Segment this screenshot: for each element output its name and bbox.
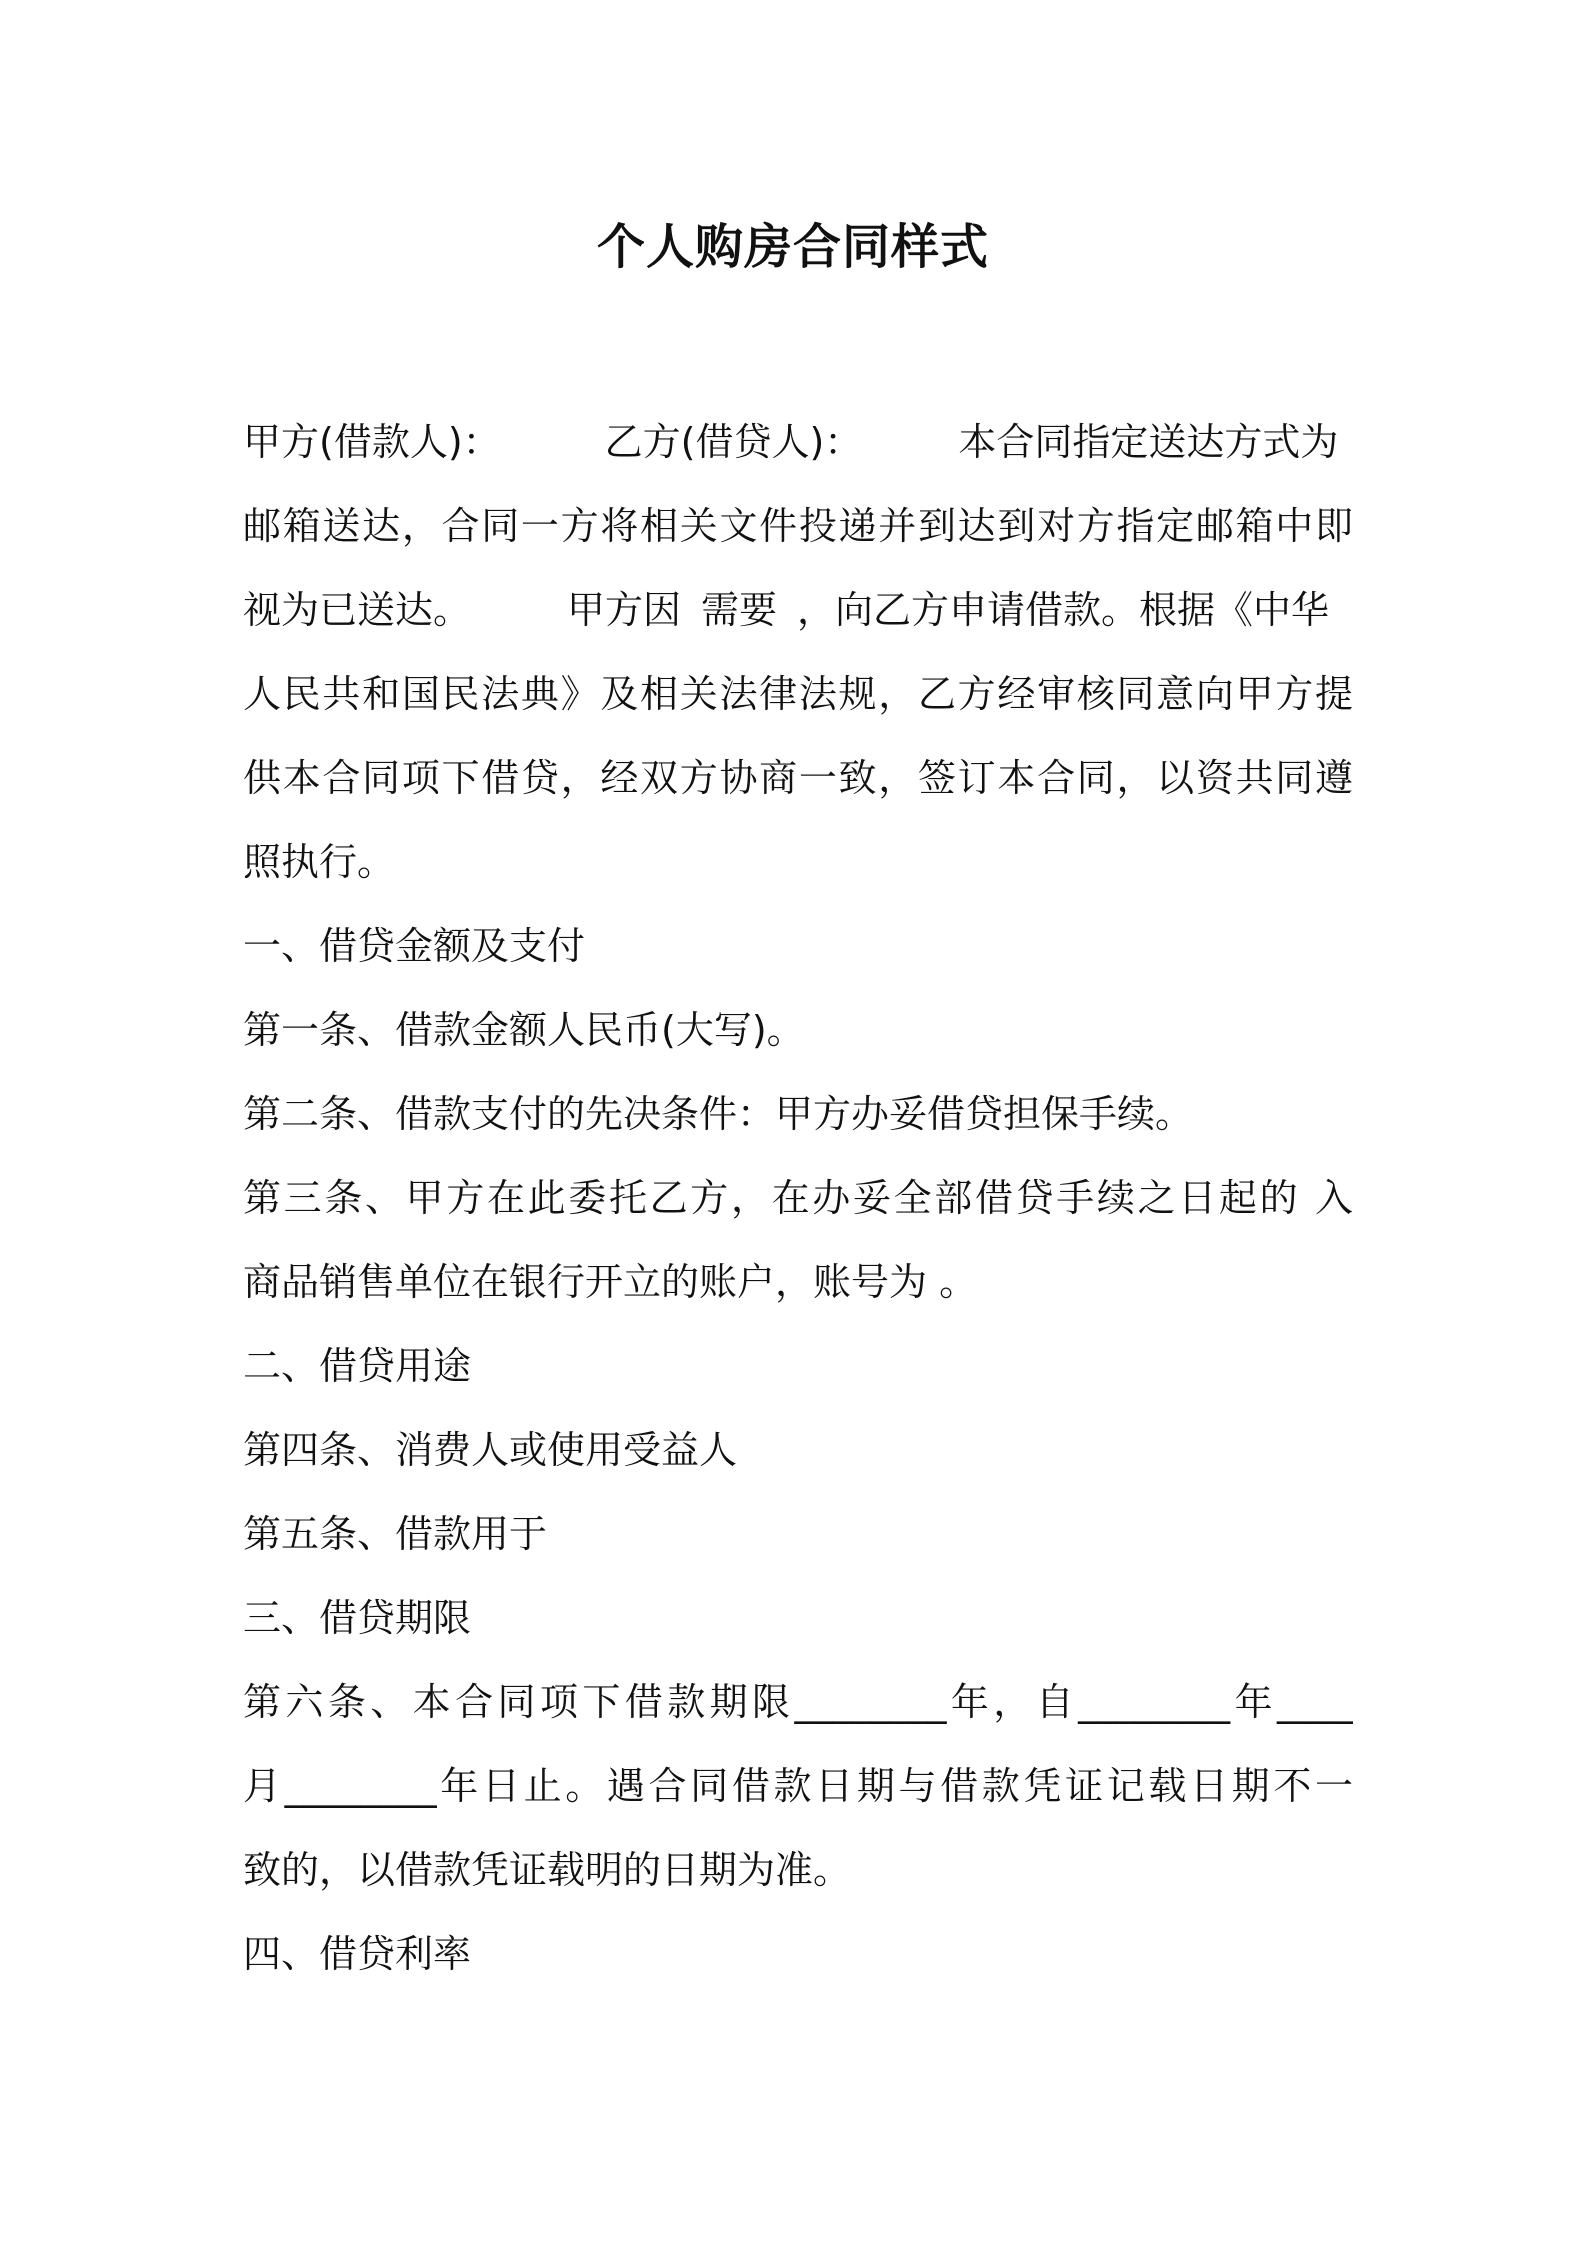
intro-line-3-c: 需要 — [701, 588, 778, 632]
article-6-line-3: 致的，以借款凭证载明的日期为准。 — [243, 1848, 852, 1892]
section-heading-3: 三、借贷期限 — [243, 1596, 472, 1640]
intro-line-5: 供本合同项下借贷，经双方协商一致，签订本合同，以资共同遵 — [243, 756, 1353, 800]
article-3-line-2: 商品销售单位在银行开立的账户，账号为 。 — [243, 1260, 978, 1304]
article-3-line-1: 第三条、甲方在此委托乙方，在办妥全部借贷手续之日起的 入 — [243, 1176, 1353, 1220]
intro-line-3 — [243, 568, 1353, 652]
article-6-line-2: 月________年日止。遇合同借款日期与借款凭证记载日期不一 — [243, 1764, 1353, 1808]
intro-line-6: 照执行。 — [243, 840, 396, 884]
section-heading-1: 一、借贷金额及支付 — [243, 924, 586, 968]
article-1: 第一条、借款金额人民币(大写)。 — [243, 1008, 805, 1052]
article-4: 第四条、消费人或使用受益人 — [243, 1428, 738, 1472]
intro-line-1-tail: 本合同指定送达方式为 — [958, 420, 1339, 464]
intro-line-4: 人民共和国民法典》及相关法律法规，乙方经审核同意向甲方提 — [243, 672, 1353, 716]
intro-line-3-a: 视为已送达。 — [243, 588, 472, 632]
section-heading-2: 二、借贷用途 — [243, 1344, 472, 1388]
intro-line-3-d: ，向乙方申请借款。根据《中华 — [797, 588, 1330, 632]
party-a-label: 甲方(借款人)： — [243, 420, 501, 464]
party-b-label: 乙方(借贷人)： — [604, 420, 863, 464]
section-heading-4: 四、借贷利率 — [243, 1932, 472, 1976]
intro-line-3-b: 甲方因 — [567, 588, 682, 632]
article-2: 第二条、借款支付的先决条件：甲方办妥借贷担保手续。 — [243, 1092, 1194, 1136]
document-title: 个人购房合同样式 — [596, 219, 989, 275]
document-body — [243, 400, 1353, 1996]
intro-line-2: 邮箱送达，合同一方将相关文件投递并到达到对方指定邮箱中即 — [243, 504, 1353, 548]
article-5: 第五条、借款用于 — [243, 1512, 548, 1556]
intro-line-1 — [243, 400, 1353, 484]
article-6-line-1: 第六条、本合同项下借款期限________年，自________年____ — [243, 1680, 1353, 1724]
